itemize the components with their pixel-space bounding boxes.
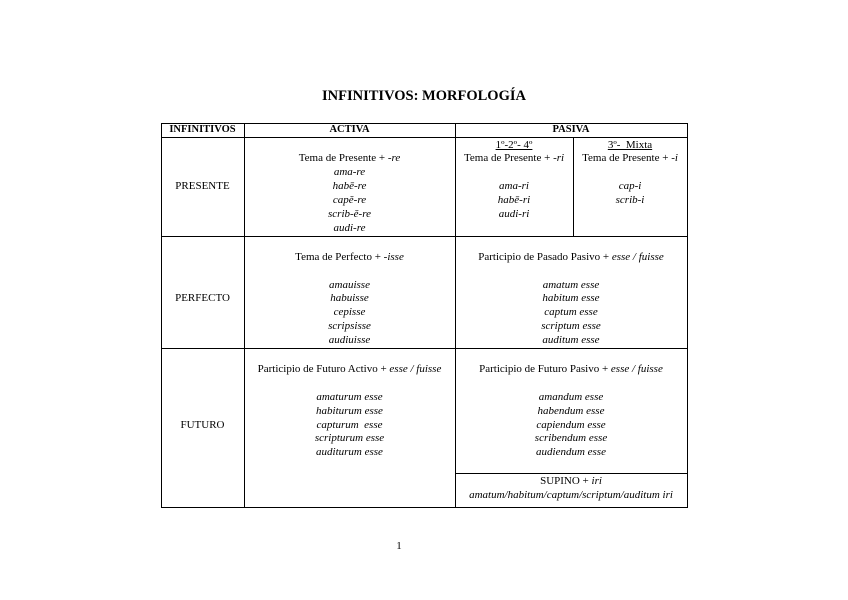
formula-base: Tema de Presente + [298, 152, 386, 164]
presente-activa-form: ama-re [333, 166, 366, 178]
formula-ending: -ri [553, 152, 565, 164]
presente-row-divider [161, 236, 688, 237]
formula-base: SUPINO + [540, 475, 589, 487]
presente-activa-form: audi-re [333, 222, 366, 234]
formula-ending: esse / fuisse [611, 251, 664, 263]
formula-base: Participio de Futuro Pasivo + [479, 363, 609, 375]
perfecto-pasiva-form: captum esse [544, 306, 598, 318]
row-label-futuro: FUTURO [180, 419, 225, 431]
presente-pasiva-1-2-4-form: ama-ri [499, 180, 529, 192]
formula-base: Participio de Futuro Activo + [257, 363, 387, 375]
perfecto-row-divider [161, 348, 688, 349]
perfecto-activa-form: audiuisse [328, 334, 371, 346]
formula-ending: esse / fuisse [610, 363, 663, 375]
formula-base: Tema de Presente + [582, 152, 669, 164]
presente-pasiva-1-2-4-form: habē-ri [497, 194, 531, 206]
formula-ending: iri [591, 475, 602, 487]
perfecto-pasiva-form: auditum esse [542, 334, 600, 346]
presente-pasiva-1-2-4-form: audi-ri [498, 208, 530, 220]
futuro-pasiva-form: habendum esse [537, 405, 605, 417]
futuro-activa-form: auditurum esse [316, 446, 383, 458]
futuro-pasiva-form: capiendum esse [536, 419, 606, 431]
futuro-activa-form: amaturum esse [316, 391, 383, 403]
perfecto-activa-form: amauisse [329, 279, 370, 291]
formula-ending: -re [387, 152, 401, 164]
futuro-pasiva-form: scribendum esse [534, 432, 608, 444]
perfecto-activa-form: habuisse [330, 292, 369, 304]
pasiva-1-2-4-heading: 1º-2º- 4º [495, 139, 533, 151]
perfecto-pasiva-formula [455, 250, 687, 264]
formula-base: Participio de Pasado Pasivo + [478, 251, 610, 263]
perfecto-activa-formula [244, 250, 455, 264]
pasiva-3-mixta-heading: 3º- Mixta [607, 139, 653, 151]
futuro-pasiva-form: audiendum esse [536, 446, 606, 458]
page-title: INFINITIVOS: MORFOLOGÍA [322, 88, 526, 104]
supino-forms: amatum/habitum/captum/scriptum/auditum iri [469, 489, 673, 501]
presente-activa-formula [244, 151, 455, 165]
presente-pasiva-3-mixta-form: cap-i [618, 180, 642, 192]
formula-ending: -isse [383, 251, 404, 263]
formula-base: Tema de Perfecto + [295, 251, 381, 263]
futuro-activa-form: habiturum esse [316, 405, 383, 417]
header-activa: ACTIVA [329, 124, 370, 135]
perfecto-activa-form: scripsisse [328, 320, 371, 332]
futuro-pasiva-formula [455, 362, 687, 376]
futuro-activa-form: capturum esse [316, 419, 383, 431]
perfecto-activa-form: cepisse [333, 306, 366, 318]
presente-activa-form: habē-re [332, 180, 367, 192]
presente-activa-form: capĕ-re [332, 194, 367, 206]
perfecto-pasiva-form: amatum esse [542, 279, 600, 291]
row-label-perfecto: PERFECTO [175, 292, 230, 304]
perfecto-pasiva-form: habitum esse [542, 292, 600, 304]
header-pasiva: PASIVA [552, 124, 590, 135]
presente-pasiva-1-2-4-formula [455, 151, 573, 165]
presente-activa-form: scrib-ĕ-re [328, 208, 371, 220]
futuro-activa-form: scripturum esse [314, 432, 385, 444]
formula-ending: -i [671, 152, 678, 164]
formula-ending: esse / fuisse [389, 363, 442, 375]
futuro-activa-formula [244, 362, 455, 376]
formula-base: Tema de Presente + [463, 152, 551, 164]
presente-pasiva-3-mixta-form: scrib-i [615, 194, 645, 206]
page-number: 1 [396, 540, 402, 552]
header-infinitivos: INFINITIVOS [169, 124, 236, 135]
supino-formula [455, 474, 687, 488]
futuro-pasiva-form: amandum esse [538, 391, 604, 403]
row-label-presente: PRESENTE [175, 180, 230, 192]
presente-pasiva-3-mixta-formula [573, 151, 687, 165]
perfecto-pasiva-form: scriptum esse [541, 320, 601, 332]
